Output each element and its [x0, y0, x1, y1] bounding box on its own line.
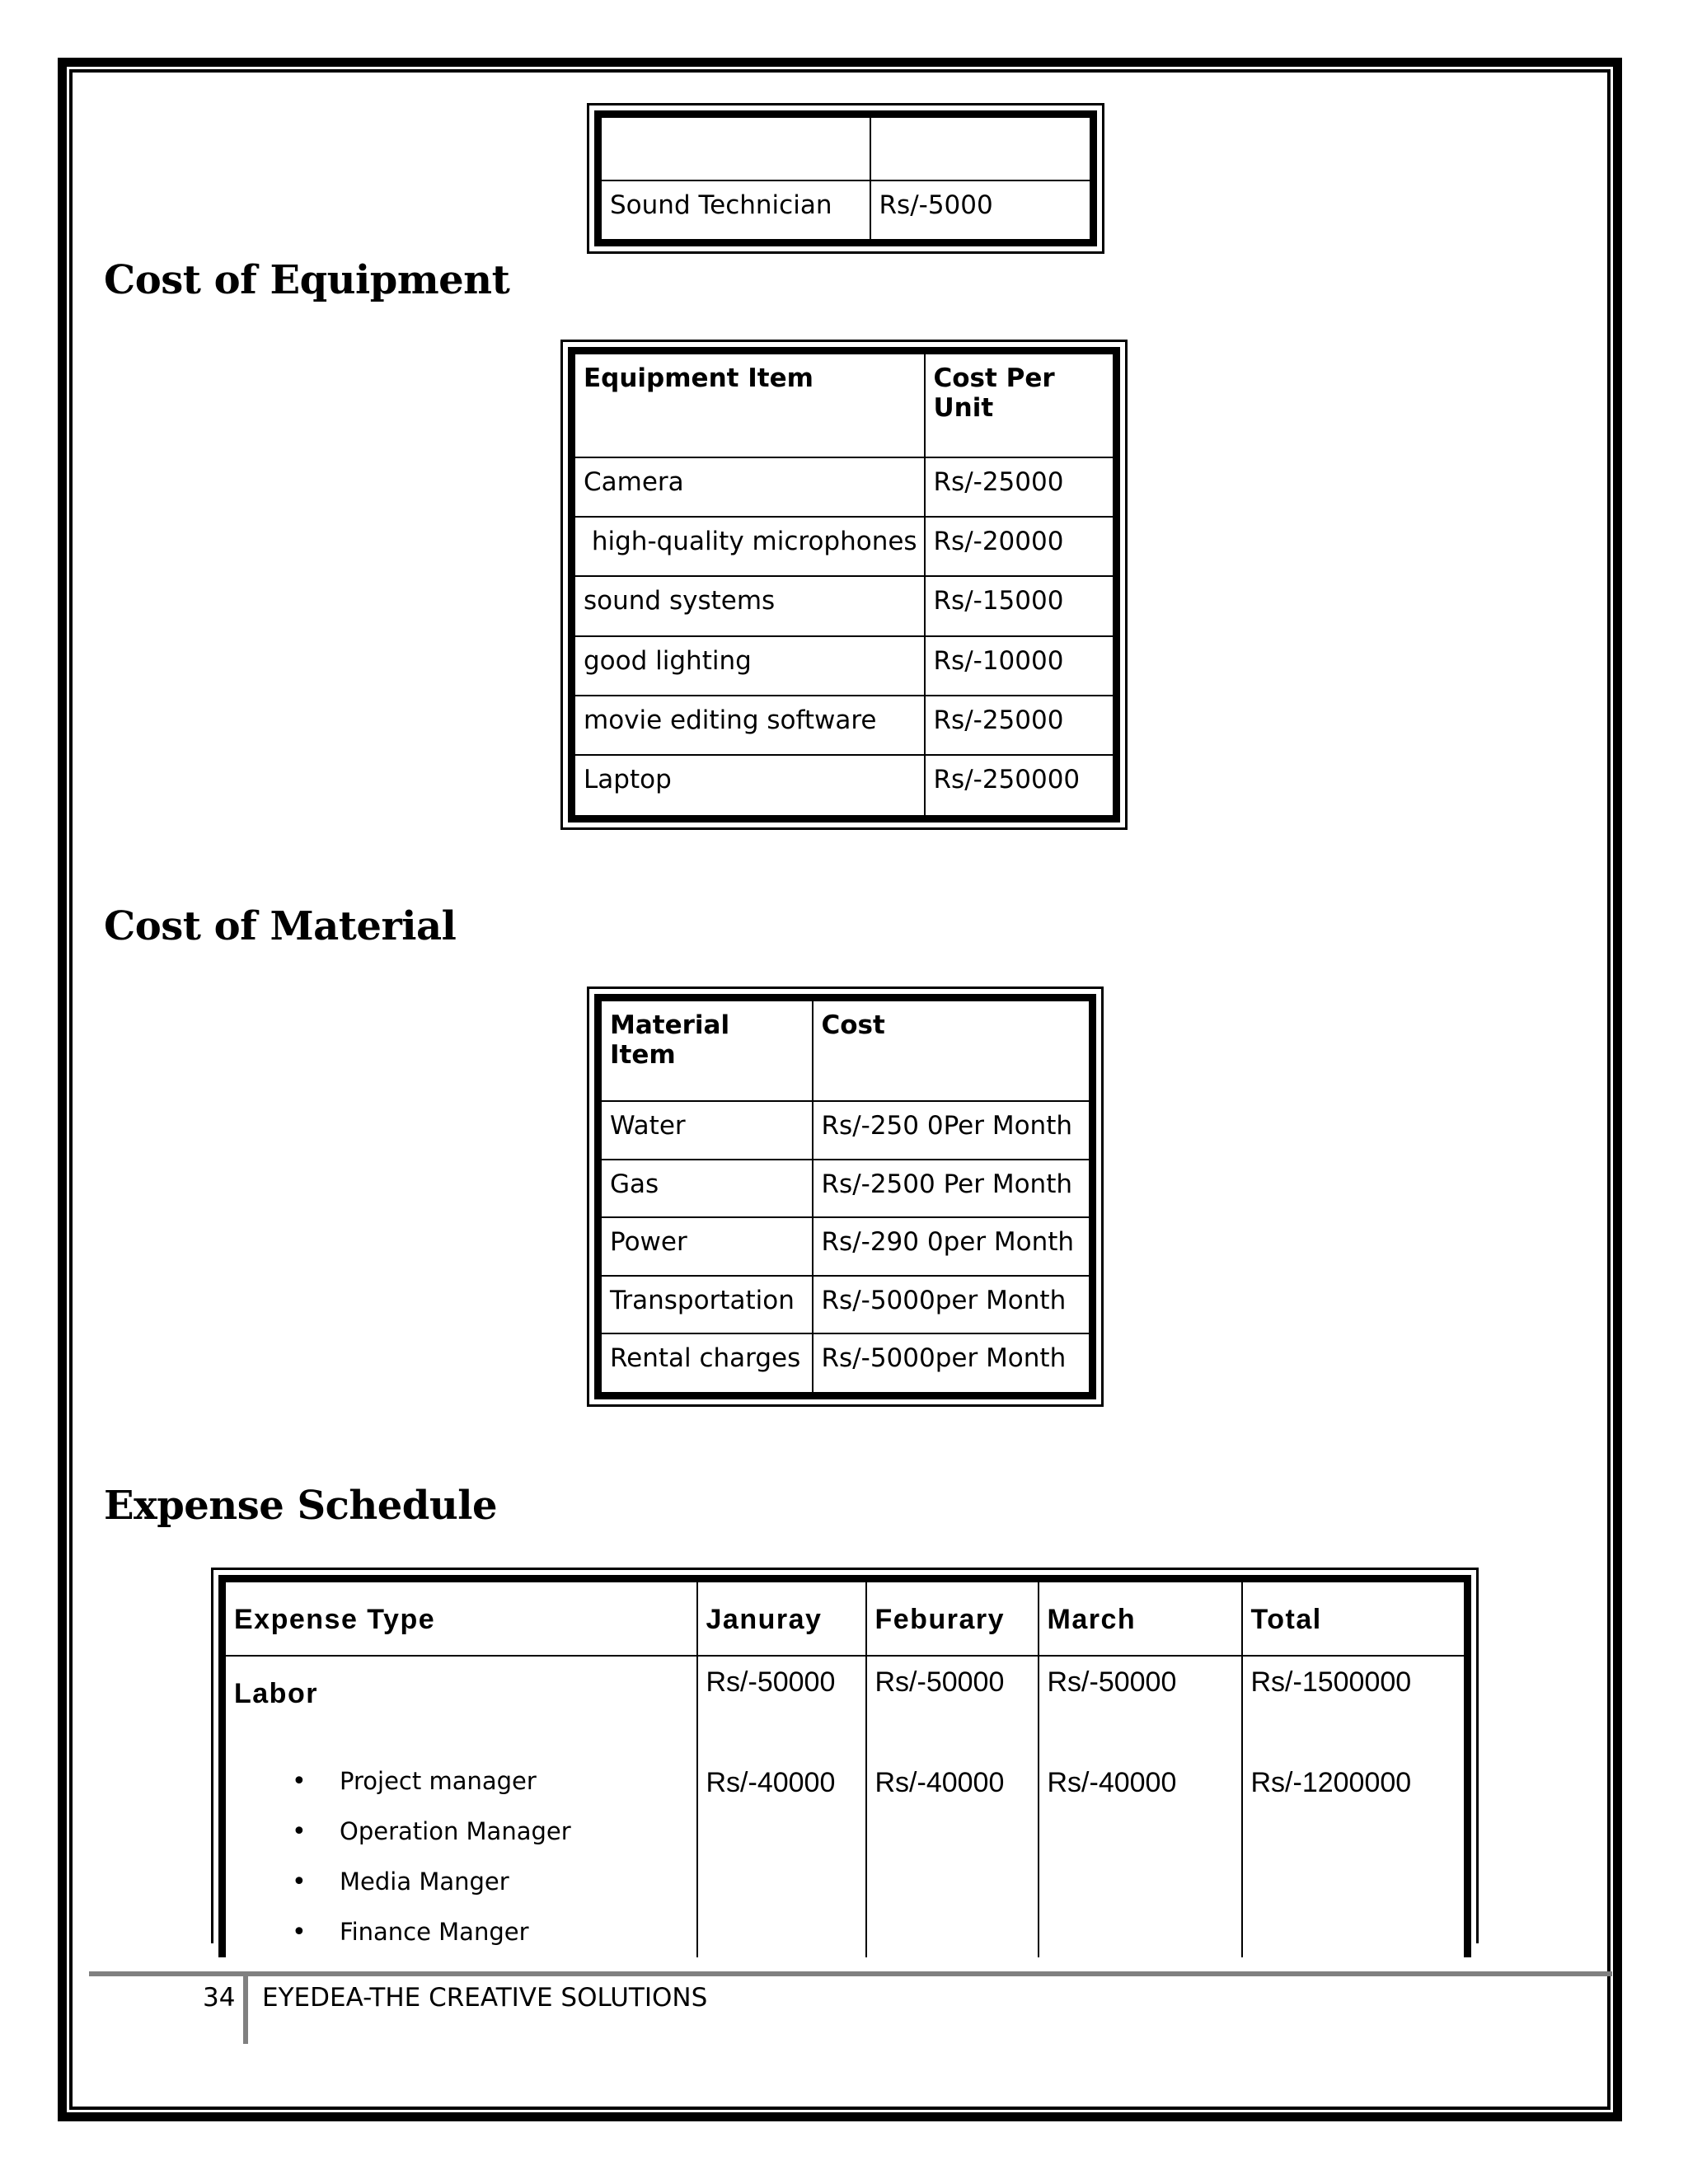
table-cell: Sound Technician [598, 180, 870, 243]
list-item: • Project manager [292, 1756, 688, 1807]
table-cell: good lighting [572, 636, 925, 696]
value-text: Rs/-1200000 [1250, 1766, 1412, 1798]
value-text: Rs/-40000 [706, 1766, 836, 1798]
value-text: Rs/-50000 [874, 1666, 1005, 1698]
table-cell [598, 115, 870, 180]
table-cell: Transportation [598, 1276, 813, 1333]
footer-title: EYEDEA-THE CREATIVE SOLUTIONS [262, 1983, 708, 2013]
table-cell: Rs/-25000 [925, 696, 1117, 755]
table-row [572, 457, 1117, 517]
expense-table [211, 1568, 1479, 1946]
section-heading-equipment: Cost of Equipment [104, 257, 510, 303]
value-text: Rs/-50000 [706, 1666, 836, 1698]
table-row [598, 1160, 1093, 1217]
table-cell: Rs/-20000 [925, 517, 1117, 576]
footer-vertical-bar [243, 1976, 248, 2044]
material-table [587, 987, 1104, 1407]
value-text: Rs/-50000 [1047, 1666, 1177, 1698]
staff-table [587, 103, 1104, 254]
table-row [572, 636, 1117, 696]
table-header: Expense Type [223, 1579, 697, 1656]
table-cell: Rs/-2500 Per Month [813, 1160, 1093, 1217]
february-cell [866, 1656, 1039, 1957]
table-row [572, 696, 1117, 755]
table-cell: Rs/-10000 [925, 636, 1117, 696]
january-cell [697, 1656, 866, 1957]
table-cell: Rental charges [598, 1333, 813, 1395]
table-cell: Rs/-5000per Month [813, 1276, 1093, 1333]
table-cell: Rs/-5000 [870, 180, 1094, 243]
table-cell: Rs/-5000per Month [813, 1333, 1093, 1395]
table-cell: Water [598, 1101, 813, 1159]
value-text: Rs/-1500000 [1250, 1666, 1412, 1698]
list-item: • Media Manger [292, 1857, 688, 1907]
table-header: Equipment Item [572, 351, 925, 457]
section-heading-material: Cost of Material [104, 903, 457, 949]
table-cell: Rs/-250 0Per Month [813, 1101, 1093, 1159]
table-cell: Gas [598, 1160, 813, 1217]
table-cell: Rs/-250000 [925, 755, 1117, 818]
value-text: Rs/-40000 [1047, 1766, 1177, 1798]
table-header: Material Item [598, 998, 813, 1102]
table-cell: Laptop [572, 755, 925, 818]
table-header: Januray [697, 1579, 866, 1656]
labor-label: Labor [234, 1677, 318, 1709]
total-cell [1242, 1656, 1468, 1957]
table-cell: sound systems [572, 576, 925, 635]
table-cell: Power [598, 1217, 813, 1275]
table-row [598, 1101, 1093, 1159]
table-row [598, 1333, 1093, 1395]
table-row [598, 1217, 1093, 1275]
march-cell [1039, 1656, 1242, 1957]
table-cell: Rs/-25000 [925, 457, 1117, 517]
table-header: Feburary [866, 1579, 1039, 1656]
value-text: Rs/-40000 [874, 1766, 1005, 1798]
list-item: • Operation Manager [292, 1807, 688, 1857]
list-item: • Finance Manger [292, 1907, 688, 1957]
equipment-table [560, 340, 1128, 830]
table-cell: Rs/-290 0per Month [813, 1217, 1093, 1275]
labor-list [234, 1756, 688, 1957]
table-cell: Rs/-15000 [925, 576, 1117, 635]
table-header: Cost Per Unit [925, 351, 1117, 457]
table-header: March [1039, 1579, 1242, 1656]
table-row [223, 1656, 1468, 1957]
table-row [572, 755, 1117, 818]
table-cell: movie editing software [572, 696, 925, 755]
table-row [572, 517, 1117, 576]
table-cell: high-quality microphones [572, 517, 925, 576]
page-number: 34 [203, 1983, 236, 2013]
table-row [598, 1276, 1093, 1333]
footer-divider [89, 1971, 1612, 1976]
table-cell: Camera [572, 457, 925, 517]
table-row [572, 576, 1117, 635]
table-cell [870, 115, 1094, 180]
table-header: Cost [813, 998, 1093, 1102]
expense-type-cell [223, 1656, 697, 1957]
section-heading-expense: Expense Schedule [104, 1483, 498, 1529]
table-header: Total [1242, 1579, 1468, 1656]
